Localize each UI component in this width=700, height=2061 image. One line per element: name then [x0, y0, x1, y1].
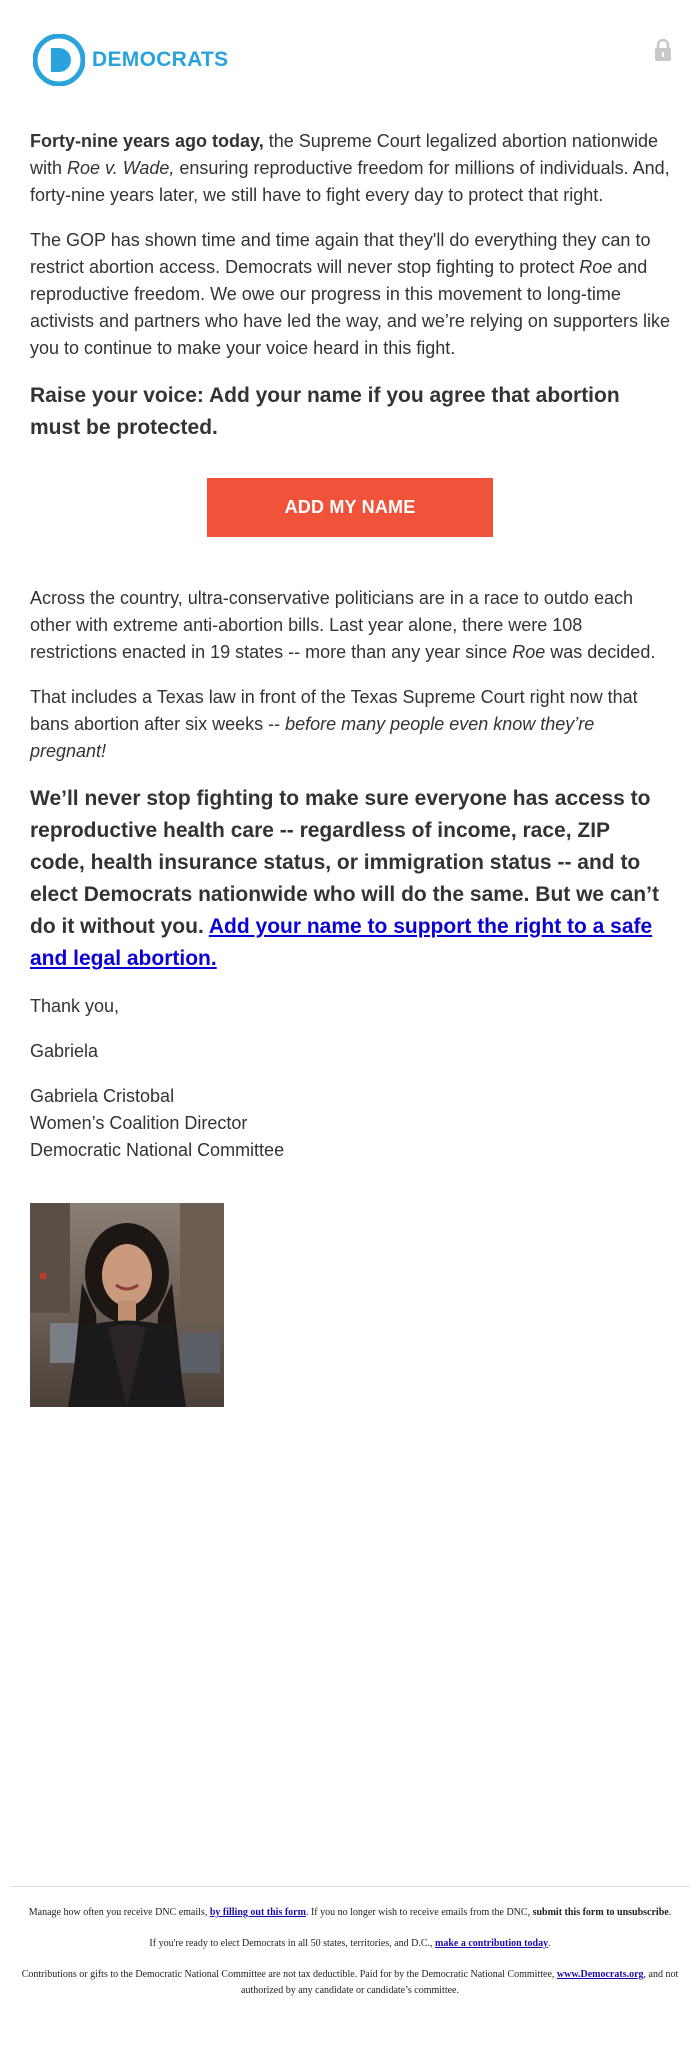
- raise-voice-heading: Raise your voice: Add your name if you agree that abortion must be protected.: [30, 384, 620, 439]
- footer-disclaimer-text: Contributions or gifts to the Democratic National Committee are not tax deductible. Paid for by the Democratic National Committee,: [21, 1969, 557, 1980]
- paragraph-intro: [30, 128, 670, 209]
- footer-contribute-line: [10, 1936, 690, 1952]
- paragraph-restrictions: [30, 585, 670, 666]
- footer-manage-line: [10, 1905, 690, 1921]
- footer-manage-text: Manage how often you receive DNC emails,: [28, 1907, 210, 1918]
- gop-italic-text: Roe: [579, 257, 613, 277]
- texas-text-a: That includes a Texas law in front of the Texas Supreme Court right now that bans abortion after six weeks --: [30, 687, 638, 734]
- restrictions-text-b: was decided.: [545, 642, 656, 662]
- sign-off: Thank you,: [30, 996, 120, 1016]
- footer-period: .: [668, 1907, 672, 1918]
- paragraph-commitment: [30, 783, 670, 975]
- footer-disclaimer-end: , and not authorized by any candidate or candidate’s committee.: [241, 1969, 679, 1996]
- commitment-text: We’ll never stop fighting to make sure everyone has access to reproductive health care -- regardless of income, race, ZIP code, health insurance status, or immigration status -- and to elect Democrats nationwide who will do the same. But we can’t do it without you.: [30, 787, 659, 938]
- gop-text-a: The GOP has shown time and time again that they'll do everything they can to restrict abortion access. Democrats will never stop fighting to protect: [30, 230, 651, 277]
- footer-disclaimer-line: [10, 1967, 690, 1999]
- footer-unsub-text: . If you no longer wish to receive emails from the DNC,: [305, 1907, 533, 1918]
- paragraph-texas: [30, 684, 670, 765]
- intro-italic-text: Roe v. Wade,: [67, 158, 175, 178]
- contribute-link[interactable]: make a contribution today: [435, 1938, 549, 1949]
- email-header: [33, 34, 673, 90]
- email-body: [30, 128, 670, 1164]
- texas-italic-text: before many people even know they’re pregnant!: [30, 714, 595, 761]
- intro-text-a: the Supreme Court legalized abortion nationwide with: [30, 131, 658, 178]
- restrictions-text-a: Across the country, ultra-conservative politicians are in a race to outdo each other with extreme anti-abortion bills. Last year alone, there were 108 restrictions enacted in 19 states -- more than any year since: [30, 588, 633, 662]
- gop-text-b: and reproductive freedom. We owe our progress in this movement to long-time activists and partners who have led the way, and we’re relying on supporters like you to continue to make your voice heard in this fight.: [30, 257, 671, 358]
- manage-emails-link[interactable]: by filling out this form: [209, 1907, 306, 1918]
- democrats-org-link[interactable]: www.Democrats.org: [556, 1969, 644, 1980]
- restrictions-italic-text: Roe: [512, 642, 546, 662]
- unsubscribe-link[interactable]: submit this form to unsubscribe: [532, 1907, 669, 1918]
- footer-period-2: .: [548, 1938, 551, 1949]
- intro-text-b: ensuring reproductive freedom for millions of individuals. And, forty-nine years later, we still have to fight every day to protect that right.: [30, 158, 670, 205]
- signature: [30, 993, 670, 1164]
- signer-photo: [30, 1203, 224, 1407]
- signer-first-name: Gabriela: [30, 1041, 99, 1061]
- signer-full-name: Gabriela Cristobal: [30, 1086, 175, 1106]
- add-my-name-button[interactable]: ADD MY NAME: [207, 478, 493, 537]
- signer-organization: Democratic National Committee: [30, 1140, 285, 1160]
- logo-text: DEMOCRATS: [92, 48, 229, 71]
- democrats-logo[interactable]: [33, 34, 673, 86]
- signer-title: Women’s Coalition Director: [30, 1113, 248, 1133]
- democrats-logo-mark: [33, 34, 85, 86]
- footer-contribute-text: If you're ready to elect Democrats in all 50 states, territories, and D.C.,: [149, 1938, 436, 1949]
- cta-wrapper: [30, 478, 670, 537]
- add-your-name-link[interactable]: Add your name to support the right to a safe and legal abortion.: [30, 915, 653, 970]
- lock-icon: [653, 38, 673, 62]
- intro-bold-text: Forty-nine years ago today,: [30, 131, 264, 151]
- paragraph-gop: [30, 227, 670, 362]
- email-footer: [10, 1886, 690, 2014]
